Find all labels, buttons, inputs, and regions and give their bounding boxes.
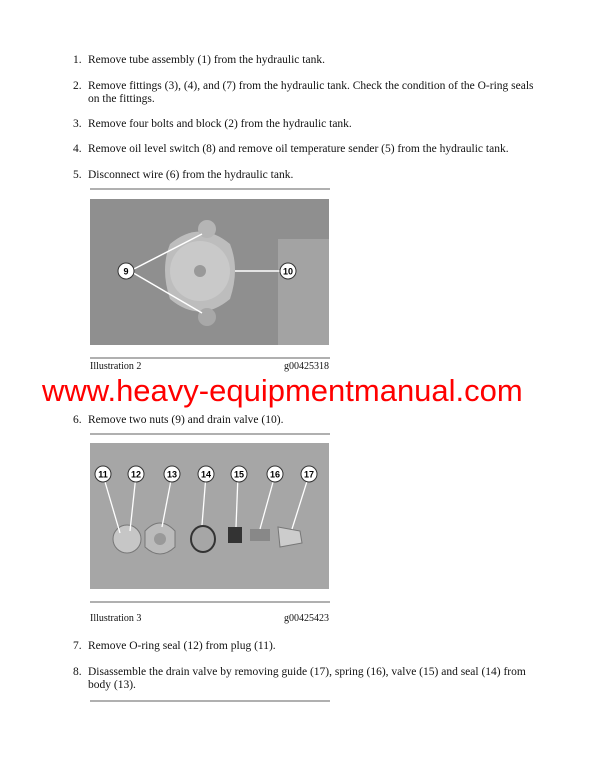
step-text: Remove tube assembly (1) from the hydraulic tank. — [88, 54, 325, 66]
step-text: Disconnect wire (6) from the hydraulic tank. — [88, 169, 294, 181]
callout-12: 12 — [130, 469, 142, 480]
step-1 — [73, 54, 543, 67]
step-text: Remove two nuts (9) and drain valve (10). — [88, 414, 284, 426]
watermark[interactable]: www.heavy-equipmentmanual.com — [42, 373, 523, 408]
step-2 — [73, 80, 543, 106]
illustration-2-id: g00425318 — [284, 361, 329, 372]
callout-9: 9 — [123, 266, 129, 277]
illustration-3-caption: Illustration 3 — [90, 613, 142, 624]
drain-valve-photo — [90, 199, 329, 345]
step-7 — [73, 640, 543, 653]
step-5 — [73, 169, 543, 182]
divider — [90, 433, 330, 435]
drain-valve-parts-photo — [90, 443, 329, 589]
callout-17: 17 — [303, 469, 315, 480]
divider — [90, 188, 330, 190]
illustration-3-photo — [90, 443, 329, 589]
divider — [90, 601, 330, 603]
callout-15: 15 — [233, 469, 245, 480]
step-number: 5. — [73, 169, 82, 181]
step-number: 6. — [73, 414, 82, 426]
callout-13: 13 — [166, 469, 178, 480]
divider — [90, 357, 330, 359]
step-3 — [73, 118, 543, 131]
step-number: 4. — [73, 143, 82, 155]
callout-11: 11 — [98, 469, 108, 480]
step-text: Remove four bolts and block (2) from the hydraulic tank. — [88, 118, 352, 130]
step-number: 8. — [73, 666, 82, 678]
step-number: 7. — [73, 640, 82, 652]
step-8 — [73, 666, 543, 692]
step-text: Remove oil level switch (8) and remove oil temperature sender (5) from the hydraulic tank. — [88, 143, 509, 155]
step-4 — [73, 143, 543, 156]
step-text: Remove fittings (3), (4), and (7) from the hydraulic tank. Check the condition of the O-ring seals on the fittings. — [88, 80, 534, 105]
callout-16: 16 — [269, 469, 281, 480]
callout-10: 10 — [282, 266, 294, 277]
step-number: 2. — [73, 80, 82, 92]
step-number: 3. — [73, 118, 82, 130]
step-text: Remove O-ring seal (12) from plug (11). — [88, 640, 276, 652]
illustration-2-caption: Illustration 2 — [90, 361, 142, 372]
illustration-2-photo — [90, 199, 329, 345]
callout-14: 14 — [200, 469, 212, 480]
divider — [90, 700, 330, 702]
step-number: 1. — [73, 54, 82, 66]
step-text: Disassemble the drain valve by removing guide (17), spring (16), valve (15) and seal (14) from body (13). — [88, 666, 526, 691]
illustration-3-id: g00425423 — [284, 613, 329, 624]
step-6 — [73, 414, 543, 427]
